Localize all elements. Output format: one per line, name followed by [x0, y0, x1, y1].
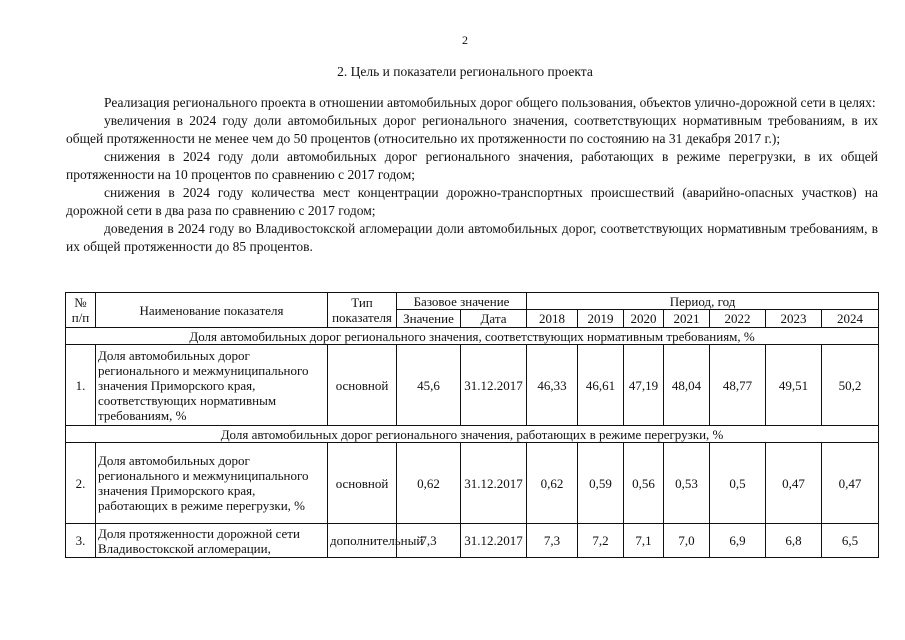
paragraph-goal-2: снижения в 2024 году доли автомобильных дорог регионального значения, работающих в режиме перегрузки, в их общей протяженности на 10 процентов по сравнению с 2017 годом;	[66, 149, 878, 182]
row-base-value: 7,3	[397, 524, 461, 558]
body-text	[66, 94, 878, 256]
row-name: Доля протяженности дорожной сети Владивостокской агломерации,	[96, 524, 328, 558]
section-title: 2. Цель и показатели регионального проекта	[337, 64, 593, 79]
header-year: 2018	[527, 310, 578, 328]
row-value: 6,9	[710, 524, 766, 558]
row-name: Доля автомобильных дорог регионального и межмуниципального значения Приморского края, работающих в режиме перегрузки, %	[96, 443, 328, 524]
row-base-date: 31.12.2017	[461, 524, 527, 558]
row-base-value: 0,62	[397, 443, 461, 524]
row-num: 3.	[66, 524, 96, 558]
group-title: Доля автомобильных дорог регионального значения, соответствующих нормативным требованиям, %	[66, 328, 879, 345]
group-row	[66, 426, 879, 443]
page-number: 2	[462, 33, 468, 47]
row-value: 50,2	[822, 345, 879, 426]
row-base-value: 45,6	[397, 345, 461, 426]
row-value: 46,33	[527, 345, 578, 426]
paragraph-goal-4: доведения в 2024 году во Владивостокской агломерации доли автомобильных дорог, соответствующих нормативным требованиям, в их общей протяженности до 85 процентов.	[66, 221, 878, 254]
row-value: 48,04	[664, 345, 710, 426]
row-value: 47,19	[624, 345, 664, 426]
row-base-date: 31.12.2017	[461, 345, 527, 426]
header-name: Наименование показателя	[96, 293, 328, 328]
row-type: дополнительный	[328, 524, 397, 558]
header-base: Базовое значение	[397, 293, 527, 310]
row-num: 2.	[66, 443, 96, 524]
group-title: Доля автомобильных дорог регионального значения, работающих в режиме перегрузки, %	[66, 426, 879, 443]
row-name: Доля автомобильных дорог регионального и межмуниципального значения Приморского края, соответствующих нормативным требованиям, %	[96, 345, 328, 426]
header-year: 2024	[822, 310, 879, 328]
table-row	[66, 524, 879, 558]
row-value: 49,51	[766, 345, 822, 426]
row-value: 0,5	[710, 443, 766, 524]
header-year: 2021	[664, 310, 710, 328]
row-value: 7,2	[578, 524, 624, 558]
paragraph-goal-1: увеличения в 2024 году доли автомобильных дорог регионального значения, соответствующих нормативным требованиям, в их общей протяженности не менее чем до 50 процентов (относительно их протяженности по состоянию на 31 декабря 2017 г.);	[66, 113, 878, 146]
indicators-table	[65, 292, 879, 558]
header-base-date: Дата	[461, 310, 527, 328]
paragraph-intro: Реализация регионального проекта в отношении автомобильных дорог общего пользования, объектов улично-дорожной сети в целях:	[104, 95, 876, 110]
row-value: 0,62	[527, 443, 578, 524]
row-value: 7,3	[527, 524, 578, 558]
paragraph-goal-3: снижения в 2024 году количества мест концентрации дорожно-транспортных происшествий (аварийно-опасных участков) на дорожной сети в два раза по сравнению с 2017 годом;	[66, 185, 878, 218]
row-value: 0,47	[766, 443, 822, 524]
row-value: 6,5	[822, 524, 879, 558]
row-value: 0,56	[624, 443, 664, 524]
row-value: 7,1	[624, 524, 664, 558]
header-period: Период, год	[527, 293, 879, 310]
row-type: основной	[328, 443, 397, 524]
row-num: 1.	[66, 345, 96, 426]
header-num: № п/п	[66, 293, 96, 328]
header-year: 2022	[710, 310, 766, 328]
row-value: 0,47	[822, 443, 879, 524]
row-value: 7,0	[664, 524, 710, 558]
header-year: 2020	[624, 310, 664, 328]
row-value: 48,77	[710, 345, 766, 426]
table-row	[66, 345, 879, 426]
row-value: 0,53	[664, 443, 710, 524]
header-row-1	[66, 293, 879, 310]
table-row	[66, 443, 879, 524]
row-value: 0,59	[578, 443, 624, 524]
header-year: 2023	[766, 310, 822, 328]
row-type: основной	[328, 345, 397, 426]
header-year: 2019	[578, 310, 624, 328]
header-base-value: Значение	[397, 310, 461, 328]
header-type: Тип показателя	[328, 293, 397, 328]
group-row	[66, 328, 879, 345]
row-value: 6,8	[766, 524, 822, 558]
row-base-date: 31.12.2017	[461, 443, 527, 524]
row-value: 46,61	[578, 345, 624, 426]
